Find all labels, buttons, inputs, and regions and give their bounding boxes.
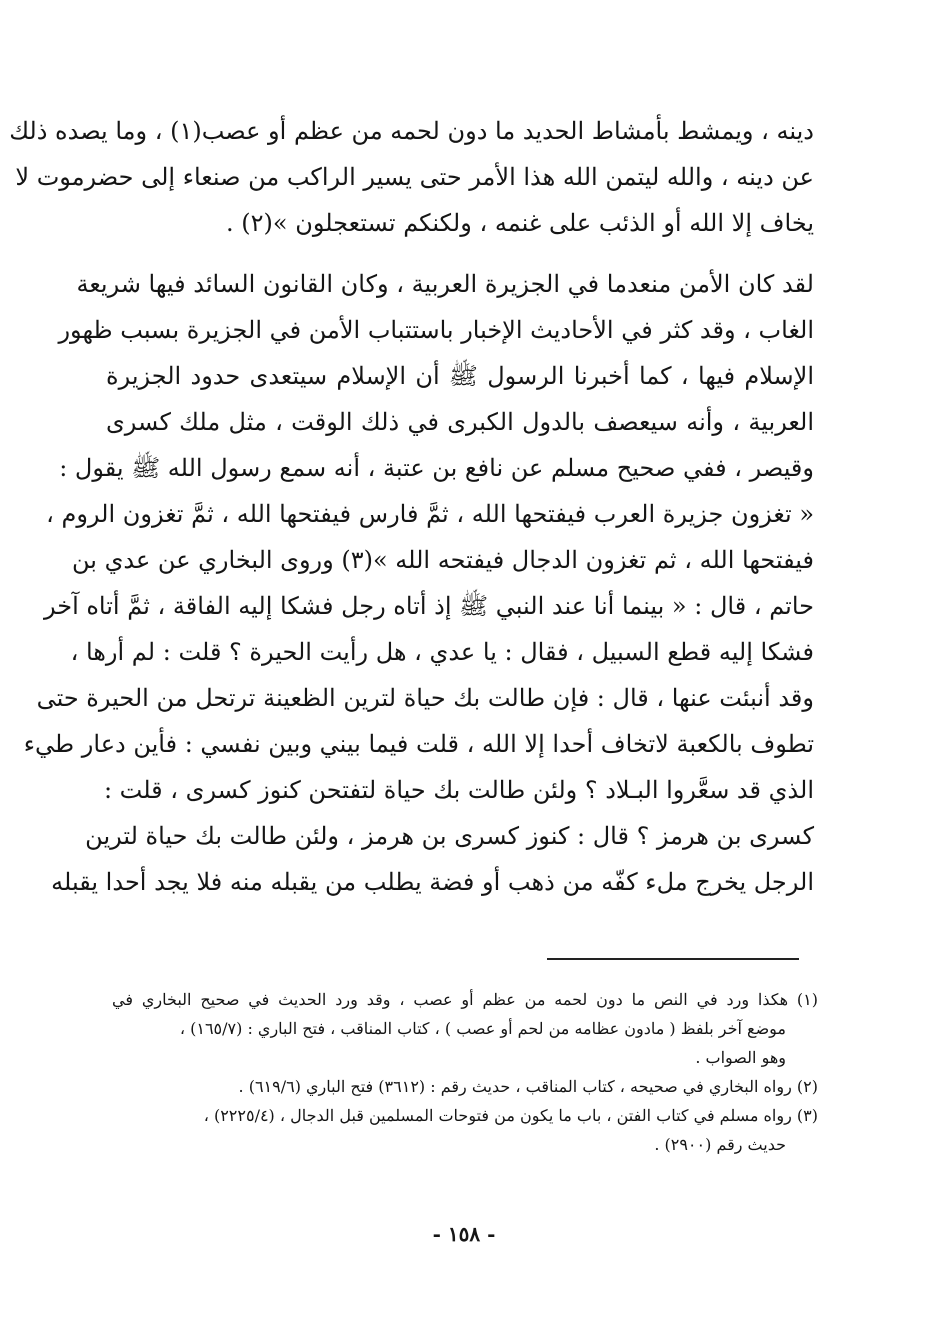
footnotes xyxy=(112,985,818,1159)
text-line: تطوف بالكعبة لاتخاف أحدا إلا الله ، قلت فيما بيني وبين نفسي : فأين دعار طيء xyxy=(23,730,814,758)
text-line: الغاب ، وقد كثر في الأحاديث الإخبار باستتباب الأمن في الجزيرة بسبب ظهور xyxy=(58,316,814,344)
text-line: لقد كان الأمن منعدما في الجزيرة العربية ، وكان القانون السائد فيها شريعة xyxy=(76,270,814,298)
text-line: يخاف إلا الله أو الذئب على غنمه ، ولكنكم تستعجلون »(٢) . xyxy=(226,209,814,237)
footnote-divider xyxy=(547,958,799,960)
paragraph-1 xyxy=(9,108,814,246)
text-line: الإسلام فيها ، كما أخبرنا الرسول ﷺ أن الإسلام سيتعدى حدود الجزيرة xyxy=(106,362,814,390)
text-line: فشكا إليه قطع السبيل ، فقال : يا عدي ، هل رأيت الحيرة ؟ قلت : لم أرها ، xyxy=(70,638,814,666)
footnote-1-line: موضع آخر بلفظ ( مادون عظامه من لحم أو عصب ) ، كتاب المناقب ، فتح الباري : (١٦٥/٧) ، xyxy=(179,1019,786,1038)
paragraph-2 xyxy=(23,261,814,905)
text-line: حاتم ، قال : « بينما أنا عند النبي ﷺ إذ أتاه رجل فشكا إليه الفاقة ، ثمَّ أتاه آخر xyxy=(43,592,814,620)
footnote-3-line: حديث رقم (٢٩٠٠) . xyxy=(654,1135,786,1154)
page-number: - ١٥٨ - xyxy=(432,1222,496,1246)
text-line: وقيصر ، ففي صحيح مسلم عن نافع بن عتبة ، أنه سمع رسول الله ﷺ يقول : xyxy=(59,454,814,482)
text-line: دينه ، ويمشط بأمشاط الحديد ما دون لحمه من عظم أو عصب(١) ، وما يصده ذلك xyxy=(9,117,814,145)
text-line: عن دينه ، والله ليتمن الله هذا الأمر حتى يسير الراكب من صنعاء إلى حضرموت لا xyxy=(15,163,814,191)
text-line: العربية ، وأنه سيعصف بالدول الكبرى في ذلك الوقت ، مثل ملك كسرى xyxy=(106,408,814,436)
text-line: وقد أنبئت عنها ، قال : فإن طالت بك حياة لترين الظعينة ترتحل من الحيرة حتى xyxy=(36,684,814,712)
footnote-2-line: (٢) رواه البخاري في صحيحه ، كتاب المناقب ، حديث رقم : (٣٦١٢) فتح الباري (٦١٩/٦) . xyxy=(238,1077,818,1096)
text-line: الذي قد سعَّروا البـلاد ؟ ولئن طالت بك حياة لتفتحن كنوز كسرى ، قلت : xyxy=(103,776,814,804)
footnote-3-line: (٣) رواه مسلم في كتاب الفتن ، باب ما يكون من فتوحات المسلمين قبل الدجال ، (٢٢٢٥/٤) ، xyxy=(203,1106,818,1125)
text-line: الرجل يخرج ملء كفّه من ذهب أو فضة يطلب من يقبله منه فلا يجد أحدا يقبله xyxy=(51,868,814,896)
footnote-1-line: وهو الصواب . xyxy=(695,1048,786,1067)
footnote-1-line: (١) هكذا ورد في النص ما دون لحمه من عظم أو عصب ، وقد ورد الحديث في صحيح البخاري في xyxy=(112,990,819,1009)
text-line: « تغزون جزيرة العرب فيفتحها الله ، ثمَّ فارس فيفتحها الله ، ثمَّ تغزون الروم ، xyxy=(46,500,814,528)
text-line: فيفتحها الله ، ثم تغزون الدجال فيفتحه الله »(٣) وروى البخاري عن عدي بن xyxy=(72,546,814,574)
text-line: كسرى بن هرمز ؟ قال : كنوز كسرى بن هرمز ، ولئن طالت بك حياة لترين xyxy=(85,822,814,850)
